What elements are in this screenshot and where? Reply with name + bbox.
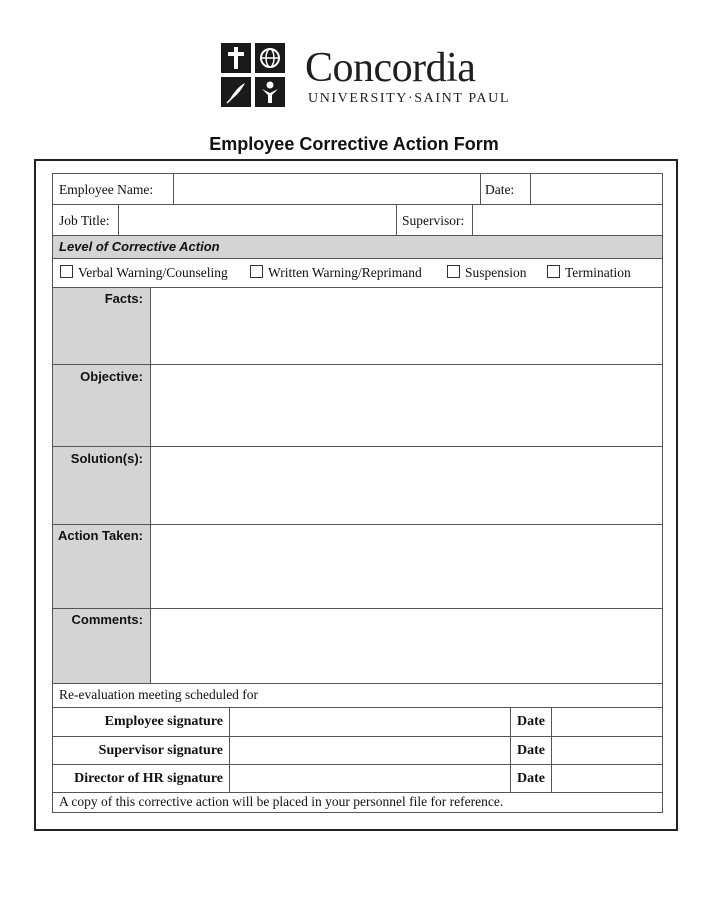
suspension-checkbox[interactable] xyxy=(447,265,460,278)
verbal-warning-label: Verbal Warning/Counseling xyxy=(78,265,228,280)
job-title-field[interactable] xyxy=(119,205,396,235)
comments-label: Comments: xyxy=(71,612,143,627)
supervisor-signature-date-field[interactable] xyxy=(552,737,662,764)
employee-signature-label: Employee signature xyxy=(104,714,223,729)
hr-director-signature-label: Director of HR signature xyxy=(74,771,223,786)
hr-director-signature-date-label: Date xyxy=(517,771,545,786)
date-label: Date: xyxy=(485,182,515,197)
logo-subtitle: UNIVERSITY·SAINT PAUL xyxy=(308,91,510,106)
termination-label: Termination xyxy=(565,265,631,280)
supervisor-field[interactable] xyxy=(473,205,662,235)
written-warning-checkbox[interactable] xyxy=(250,265,263,278)
supervisor-signature-date-label: Date xyxy=(517,743,545,758)
solutions-field[interactable] xyxy=(151,447,662,524)
supervisor-signature-label: Supervisor signature xyxy=(98,743,223,758)
suspension-label: Suspension xyxy=(465,265,527,280)
level-of-corrective-action-heading: Level of Corrective Action xyxy=(59,239,220,254)
objective-label: Objective: xyxy=(80,369,143,384)
facts-field[interactable] xyxy=(151,288,662,364)
concordia-logo xyxy=(221,41,510,121)
written-warning-label: Written Warning/Reprimand xyxy=(268,265,422,280)
quill-emblem-icon xyxy=(221,77,251,107)
globe-emblem-icon xyxy=(255,43,285,73)
action-taken-label: Action Taken: xyxy=(58,528,143,543)
employee-name-field[interactable] xyxy=(174,174,480,204)
footer-note: A copy of this corrective action will be placed in your personnel file for reference. xyxy=(59,794,504,809)
employee-signature-field[interactable] xyxy=(230,708,510,736)
form-table xyxy=(52,173,663,813)
facts-label: Facts: xyxy=(104,291,143,306)
objective-field[interactable] xyxy=(151,365,662,446)
comments-field[interactable] xyxy=(151,609,662,683)
date-field[interactable] xyxy=(531,174,662,204)
employee-name-label: Employee Name: xyxy=(59,182,154,197)
supervisor-label: Supervisor: xyxy=(402,213,465,228)
hr-director-signature-date-field[interactable] xyxy=(552,765,662,792)
reevaluation-label: Re-evaluation meeting scheduled for xyxy=(59,687,259,702)
supervisor-signature-field[interactable] xyxy=(230,737,510,764)
hr-director-signature-field[interactable] xyxy=(230,765,510,792)
cross-emblem-icon xyxy=(221,43,251,73)
solutions-label: Solution(s): xyxy=(70,451,143,466)
termination-checkbox[interactable] xyxy=(547,265,560,278)
logo-name: Concordia xyxy=(305,45,476,91)
job-title-label: Job Title: xyxy=(59,213,110,228)
form-title: Employee Corrective Action Form xyxy=(209,134,499,154)
person-emblem-icon xyxy=(255,77,285,107)
action-taken-field[interactable] xyxy=(151,525,662,608)
employee-signature-date-field[interactable] xyxy=(552,708,662,736)
employee-signature-date-label: Date xyxy=(517,714,545,729)
verbal-warning-checkbox[interactable] xyxy=(60,265,73,278)
